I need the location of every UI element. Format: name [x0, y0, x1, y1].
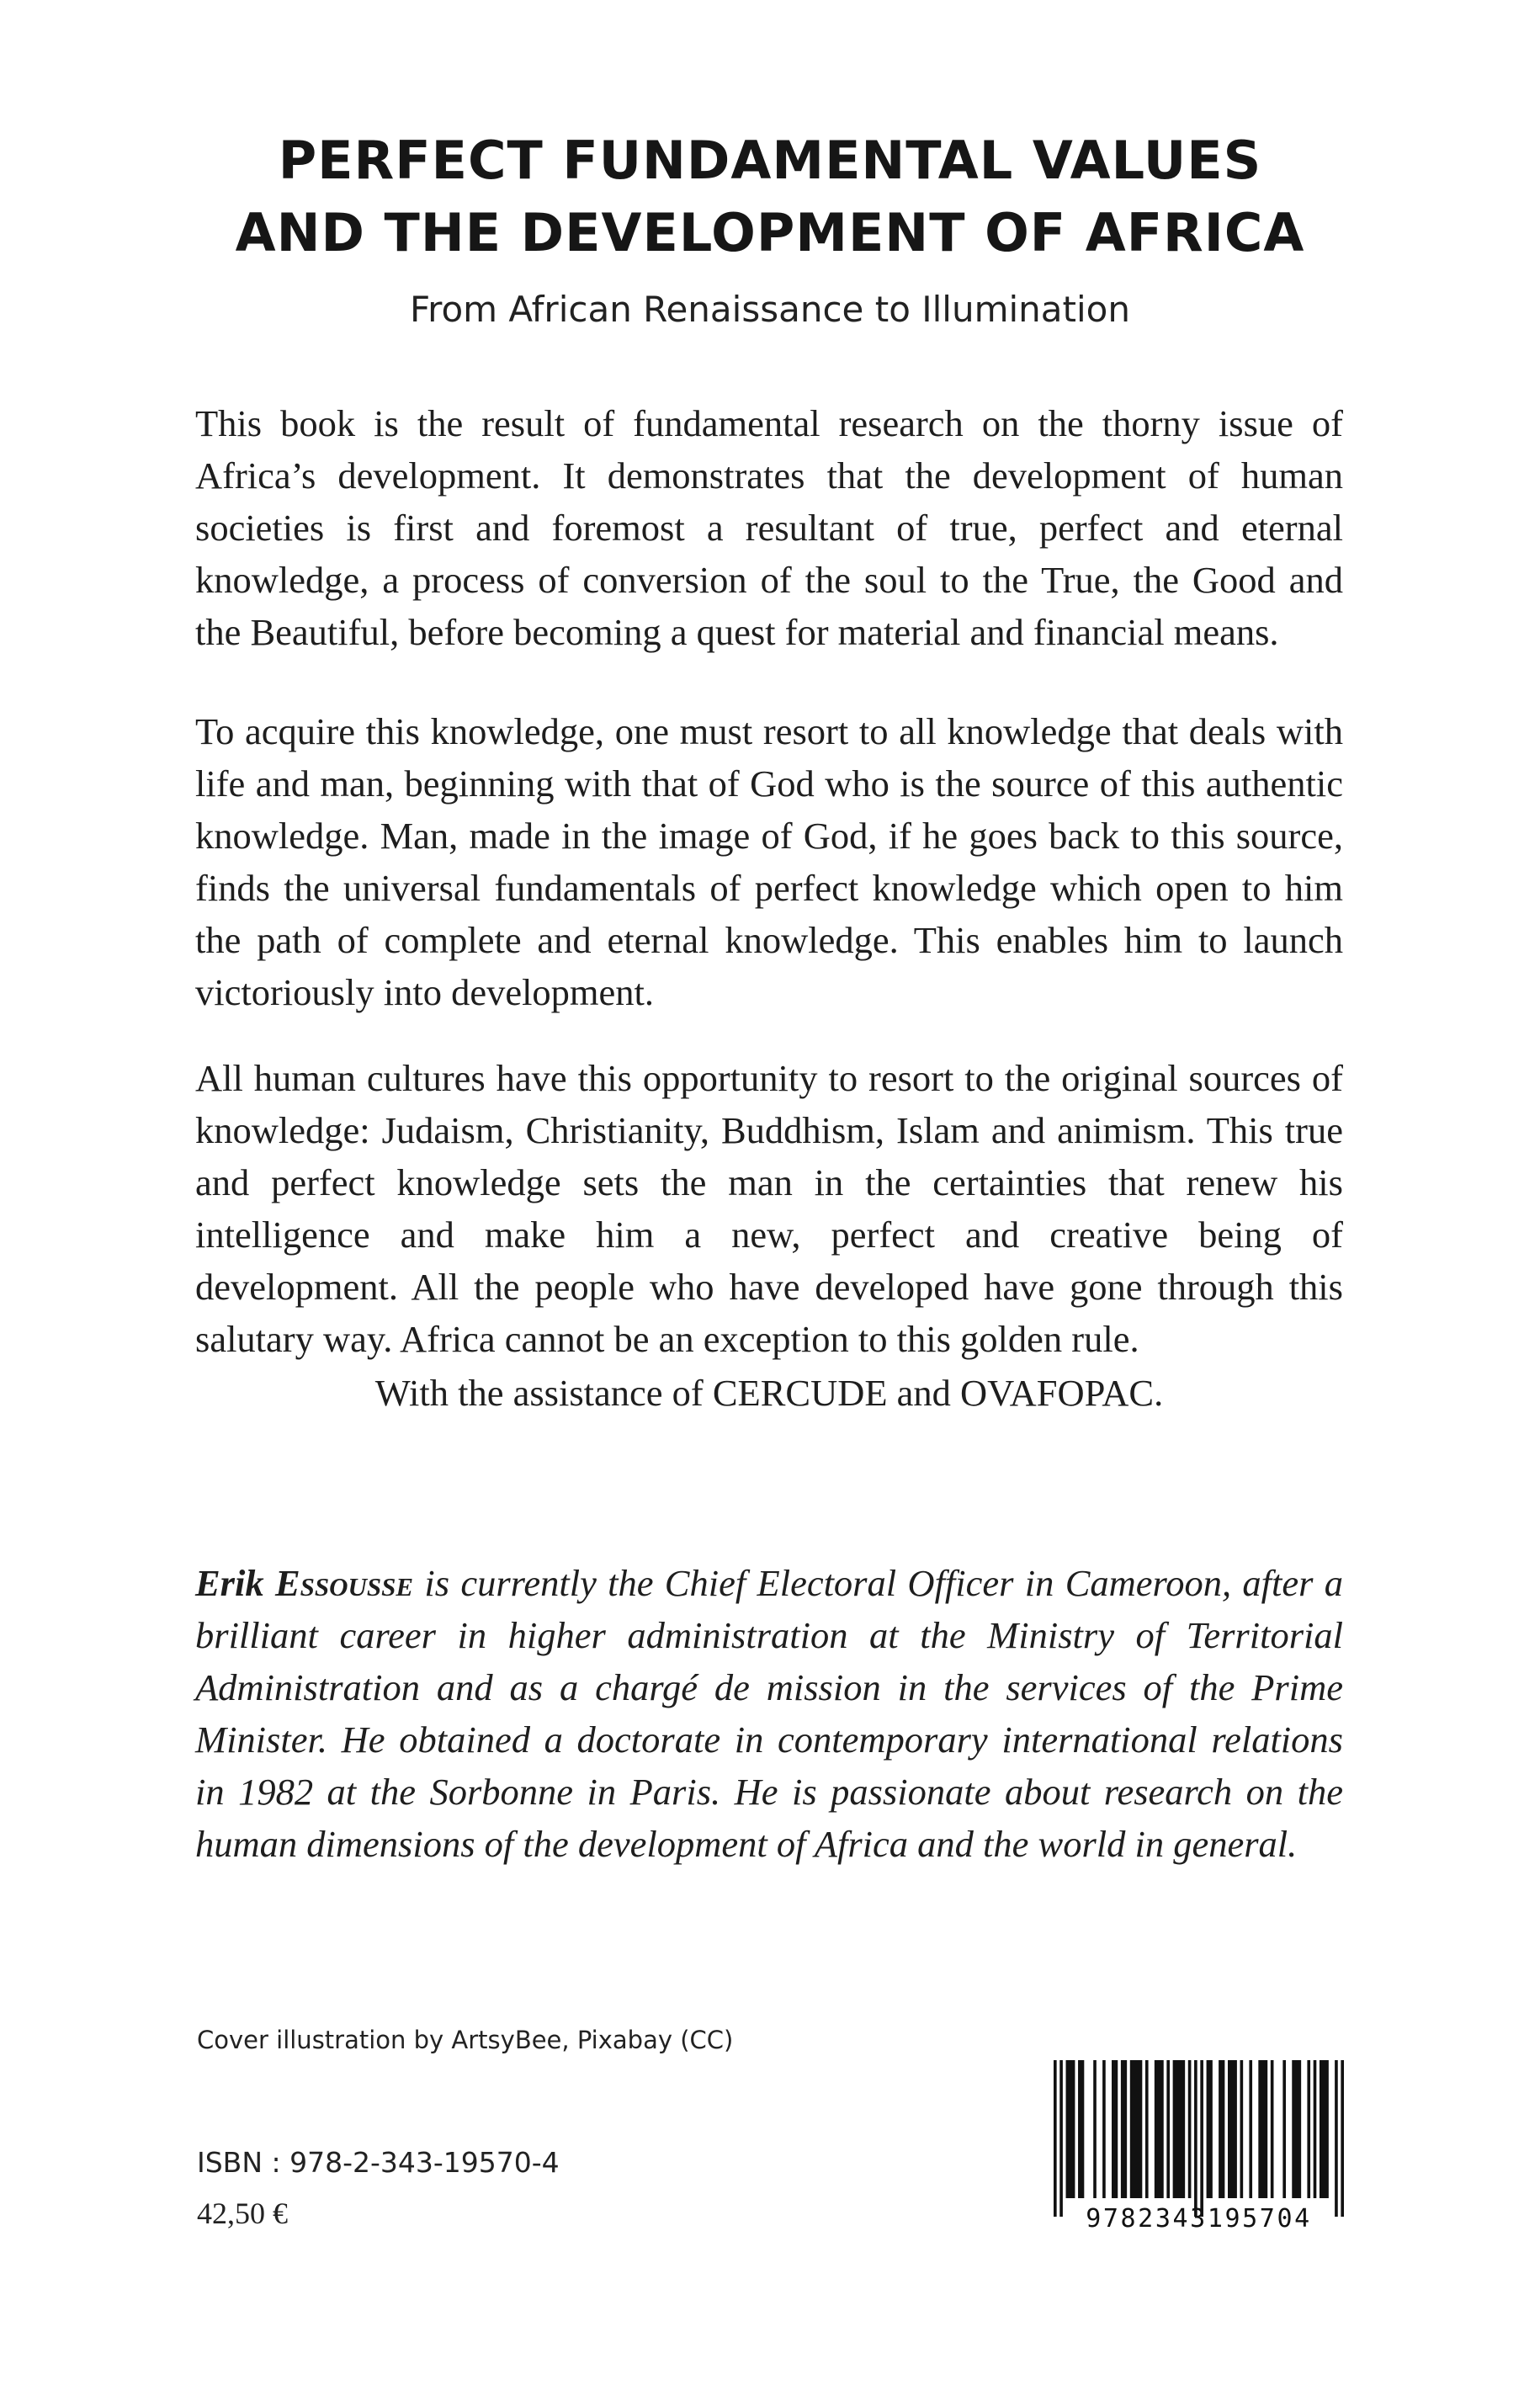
- barcode-bar: [1066, 2060, 1075, 2198]
- barcode-bar: [1059, 2060, 1063, 2217]
- barcode-bar: [1155, 2060, 1164, 2198]
- barcode-bar: [1121, 2060, 1127, 2198]
- barcode-bar: [1093, 2060, 1097, 2198]
- barcode-bar: [1271, 2060, 1274, 2198]
- barcode-digits: 9782343195704: [1086, 2204, 1312, 2234]
- barcode-bar: [1200, 2060, 1203, 2217]
- author-first-name: Erik: [195, 1562, 264, 1604]
- barcode-bar: [1130, 2060, 1143, 2198]
- barcode-bar: [1188, 2060, 1192, 2198]
- barcode-bar: [1102, 2060, 1106, 2198]
- barcode-bar: [1173, 2060, 1186, 2198]
- title-line-1: PERFECT FUNDAMENTAL VALUES: [278, 130, 1262, 191]
- barcode-bar: [1054, 2060, 1057, 2217]
- barcode-bar: [1320, 2060, 1329, 2198]
- author-bio-text: is currently the Chief Electoral Officer in Cameroon, after a brilliant career in higher administration at the Ministry of Territorial Administration and as a chargé de mission in the services of the Prime Minister. He obtained a doctorate in contemporary international relations in 1982 at the Sorbonne in Paris. He is passionate about research on the human dimensions of the development of Africa and the world in general.: [195, 1562, 1343, 1865]
- author-bio: [195, 1557, 1343, 1870]
- barcode-bar: [1335, 2060, 1338, 2217]
- barcode-bar: [1194, 2060, 1197, 2217]
- barcode-bar: [1282, 2060, 1286, 2198]
- blurb-paragraph-2: To acquire this knowledge, one must resort to all knowledge that deals with life and man, beginning with that of God who is the source of this authentic knowledge. Man, made in the image of God, if he goes back to this source, finds the universal fundamentals of perfect knowledge which open to him the path of complete and eternal knowledge. This enables him to launch victoriously into development.: [195, 710, 1343, 1013]
- book-title: [194, 125, 1346, 269]
- barcode-bar: [1166, 2060, 1170, 2198]
- barcode-bar: [1112, 2060, 1118, 2198]
- blurb-paragraph-3: All human cultures have this opportunity to resort to the original sources of knowledge: Judaism, Christianity, Buddhism, Islam and animism. This true and perfect knowledge sets the man in the certainties that renew his intelligence and make him a new, perfect and creative being of development. All the people who have developed have gone through this salutary way. Africa cannot be an exception to this golden rule.: [195, 1057, 1343, 1360]
- barcode-bar: [1207, 2060, 1213, 2198]
- barcode-bar: [1314, 2060, 1317, 2198]
- barcode-bar: [1307, 2060, 1310, 2198]
- isbn-label: ISBN : 978-2-343-19570-4: [197, 2146, 560, 2179]
- barcode-bar: [1249, 2060, 1252, 2198]
- title-line-2: AND THE DEVELOPMENT OF AFRICA: [235, 202, 1305, 263]
- author-name: [195, 1562, 413, 1604]
- barcode-bar: [1341, 2060, 1344, 2217]
- isbn-barcode: [1054, 2060, 1344, 2234]
- barcode-bar: [1258, 2060, 1267, 2198]
- price-label: 42,50 €: [197, 2196, 288, 2230]
- barcode-bar: [1292, 2060, 1301, 2198]
- author-last-name: Essousse: [274, 1562, 414, 1604]
- barcode-bar: [1240, 2060, 1244, 2198]
- barcode-bar: [1219, 2060, 1224, 2198]
- blurb-paragraph-1: This book is the result of fundamental research on the thorny issue of Africa’s development. It demonstrates that the development of human societies is first and foremost a resultant of true, perfect and eternal knowledge, a process of conversion of the soul to the True, the Good and the Beautiful, before becoming a quest for material and financial means.: [195, 402, 1343, 653]
- book-subtitle: From African Renaissance to Illumination: [410, 289, 1130, 330]
- barcode-bar: [1145, 2060, 1149, 2198]
- barcode-bars: [1054, 2060, 1344, 2217]
- cover-credit: Cover illustration by ArtsyBee, Pixabay (CC): [197, 2026, 734, 2054]
- assistance-note: With the assistance of CERCUDE and OVAFOPAC.: [374, 1372, 1164, 1414]
- barcode-bar: [1228, 2060, 1237, 2198]
- barcode-bar: [1078, 2060, 1084, 2198]
